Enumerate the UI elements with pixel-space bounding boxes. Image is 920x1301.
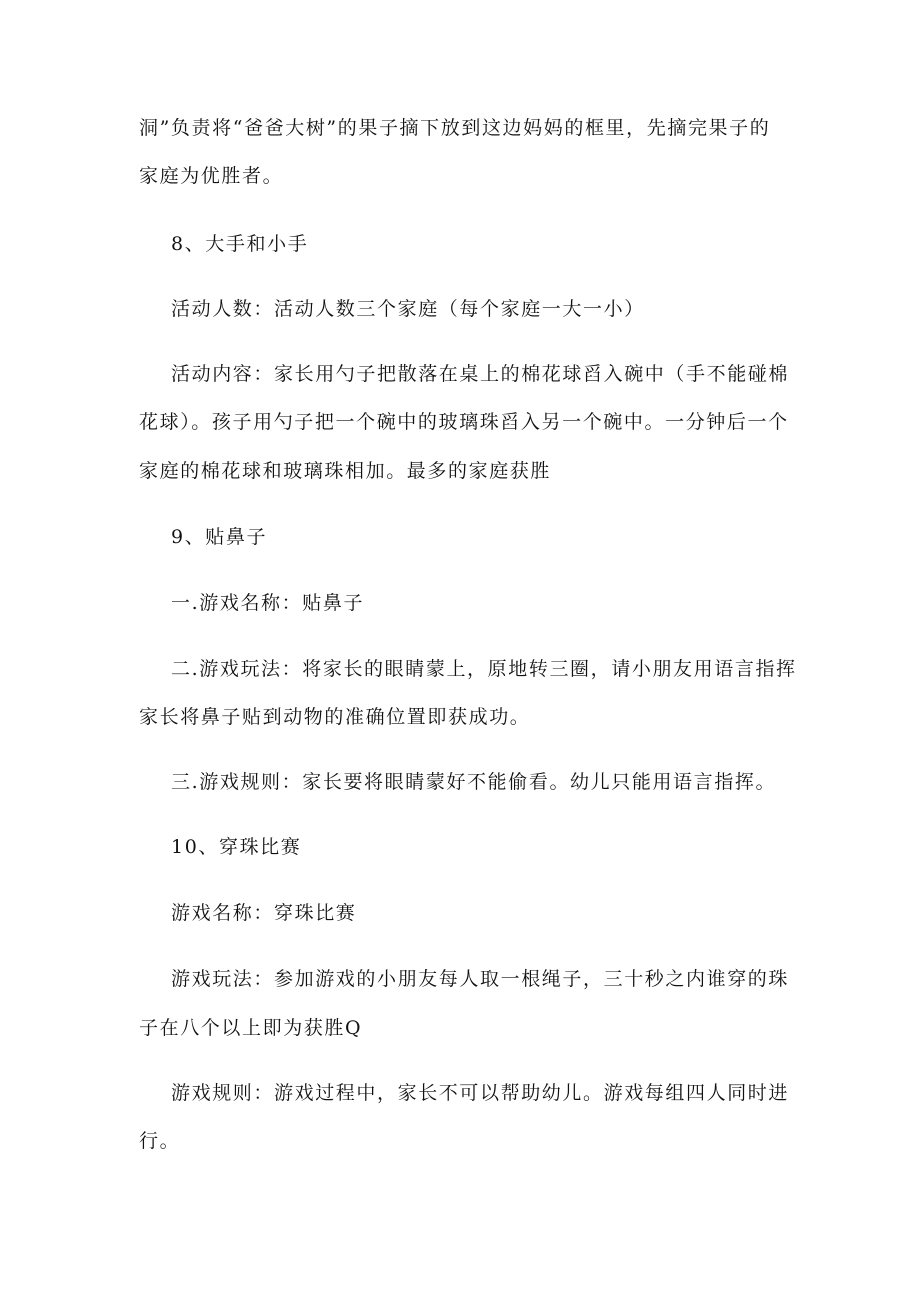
paragraph-line: 二.游戏玩法：将家长的眼睛蒙上，原地转三圈，请小朋友用语言指挥 (171, 658, 797, 680)
paragraph-line: 三.游戏规则：家长要将眼睛蒙好不能偷看。幼儿只能用语言指挥。 (171, 771, 777, 793)
paragraph-line: 子在八个以上即为获胜Q (139, 1017, 363, 1039)
paragraph-line: 洞”负责将“爸爸大树”的果子摘下放到这边妈妈的框里，先摘完果子的 (139, 117, 771, 139)
section-heading: 9、贴鼻子 (171, 526, 268, 548)
section-heading: 10、穿珠比赛 (171, 836, 302, 858)
paragraph-line: 一.游戏名称：贴鼻子 (171, 592, 365, 614)
paragraph-line: 活动人数：活动人数三个家庭（每个家庭一大一小） (171, 298, 645, 320)
paragraph-line: 家庭的棉花球和玻璃珠相加。最多的家庭获胜 (139, 460, 552, 482)
paragraph-line: 行。 (139, 1130, 181, 1152)
paragraph-line: 游戏玩法：参加游戏的小朋友每人取一根绳子，三十秒之内谁穿的珠 (171, 968, 790, 990)
paragraph-line: 游戏名称：穿珠比赛 (171, 902, 357, 924)
paragraph-line: 游戏规则：游戏过程中，家长不可以帮助幼儿。游戏每组四人同时进 (171, 1082, 790, 1104)
paragraph-line: 花球）。孩子用勺子把一个碗中的玻璃珠舀入另一个碗中。一分钟后一个 (139, 411, 789, 433)
section-heading: 8、大手和小手 (171, 233, 309, 255)
paragraph-line: 家长将鼻子贴到动物的准确位置即获成功。 (139, 706, 531, 728)
paragraph-line: 家庭为优胜者。 (139, 165, 284, 187)
paragraph-line: 活动内容：家长用勺子把散落在桌上的棉花球舀入碗中（手不能碰棉 (171, 363, 790, 385)
